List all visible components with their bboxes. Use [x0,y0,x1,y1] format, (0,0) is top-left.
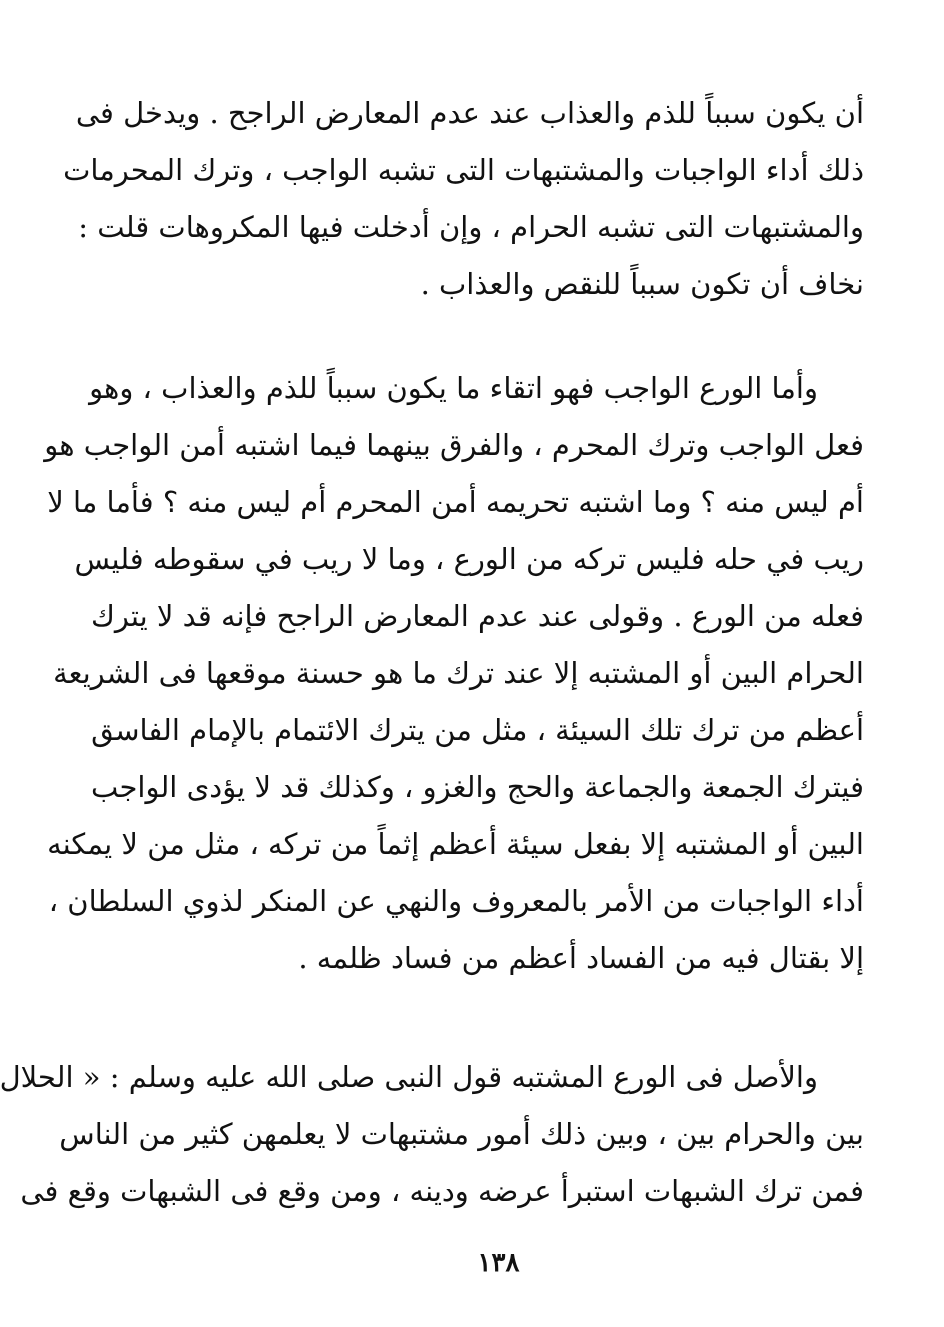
text-line: إلا بقتال فيه من الفساد أعظم من فساد ظلمه . [298,941,864,975]
text-line: أم ليس منه ؟ وما اشتبه تحريمه أمن المحرم أم ليس منه ؟ فأما ما لا [47,485,864,519]
text-line: فعله من الورع . وقولى عند عدم المعارض الراجح فإنه قد لا يترك [90,599,864,633]
text-line: ذلك أداء الواجبات والمشتبهات التى تشبه الواجب ، وترك المحرمات [63,153,864,187]
text-line: البين أو المشتبه إلا بفعل سيئة أعظم إثماً من تركه ، مثل من لا يمكنه [47,827,864,861]
text-line: فعل الواجب وترك المحرم ، والفرق بينهما فيما اشتبه أمن الواجب هو [44,428,864,462]
paragraph-3 [0,1049,864,1220]
paragraph-2 [44,360,864,987]
text-line: أداء الواجبات من الأمر بالمعروف والنهي عن المنكر لذوي السلطان ، [48,884,864,918]
text-line: فمن ترك الشبهات استبرأ عرضه ودينه ، ومن وقع فى الشبهات وقع فى [20,1174,864,1208]
text-line: أعظم من ترك تلك السيئة ، مثل من يترك الائتمام بالإمام الفاسق [91,713,864,747]
text-line: نخاف أن تكون سبباً للنقص والعذاب . [420,267,864,301]
text-line: والأصل فى الورع المشتبه قول النبى صلى الله عليه وسلم : « الحلال [0,1060,818,1094]
text-line: أن يكون سبباً للذم والعذاب عند عدم المعارض الراجح . ويدخل فى [75,96,864,130]
text-line: الحرام البين أو المشتبه إلا عند ترك ما هو حسنة موقعها فى الشريعة [53,656,864,690]
page-number: ١٣٨ [477,1248,520,1278]
text-line: بين والحرام بين ، وبين ذلك أمور مشتبهات لا يعلمهن كثير من الناس [59,1117,864,1151]
paragraph-1 [63,85,864,313]
text-line: وأما الورع الواجب فهو اتقاء ما يكون سبباً للذم والعذاب ، وهو [89,371,818,405]
text-line: والمشتبهات التى تشبه الحرام ، وإن أدخلت فيها المكروهات قلت : [78,210,864,244]
text-line: ريب في حله فليس تركه من الورع ، وما لا ريب في سقوطه فليس [74,542,864,576]
text-line: فيترك الجمعة والجماعة والحج والغزو ، وكذلك قد لا يؤدى الواجب [91,770,864,804]
